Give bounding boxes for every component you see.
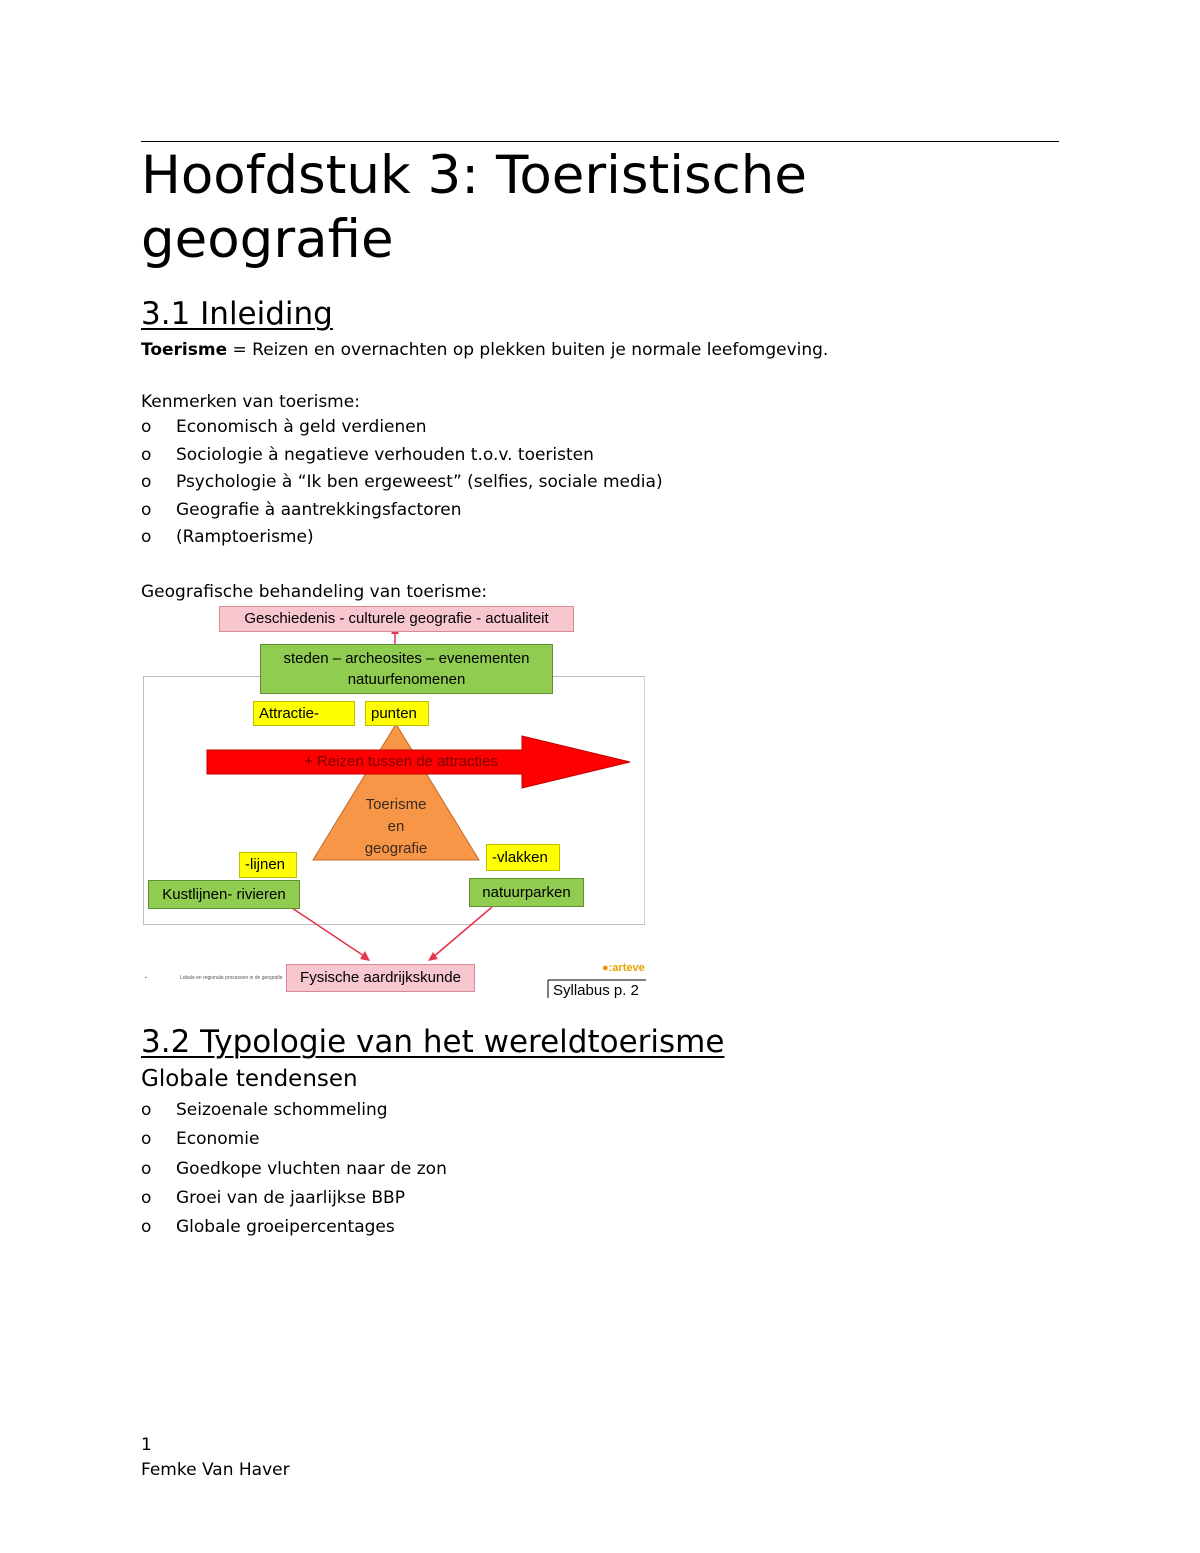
arteve-logo-mark: ●: (602, 962, 613, 974)
definition-toerisme (141, 339, 828, 361)
diagram-tiny-caption: Lokale en regionale processen in de geografie (180, 975, 283, 981)
characteristics-label: Kenmerken van toerisme: (141, 392, 360, 412)
triangle-line-1: Toerisme (365, 796, 427, 813)
tourism-geography-diagram (141, 604, 651, 998)
footer-author: Femke Van Haver (141, 1460, 290, 1480)
section-heading-typologie: 3.2 Typologie van het wereldtoerisme (141, 1024, 725, 1060)
header-rule (141, 141, 1059, 142)
page-number: 1 (141, 1435, 152, 1455)
connector-left-arrowhead (360, 951, 370, 961)
cities-archeosites-box (260, 644, 553, 694)
section-heading-inleiding: 3.1 Inleiding (141, 296, 333, 332)
syllabus-reference: Syllabus p. 2 (553, 982, 639, 998)
connector-left-line (292, 908, 367, 958)
history-culture-box: Geschiedenis - culturele geografie - actualiteit (219, 606, 574, 632)
bullet-marker: o (141, 1129, 152, 1150)
bullet-marker: o (141, 1100, 152, 1120)
document-title: Hoofdstuk 3: Toeristische geografie (141, 145, 807, 270)
definition-text: = Reizen en overnachten op plekken buiten je normale leefomgeving. (227, 340, 829, 360)
vlakken-label-box: -vlakken (486, 844, 560, 871)
bullet-marker: o (141, 1158, 152, 1179)
cities-line-1: steden – archeosites – evenementen (283, 650, 530, 667)
subheading-globale-tendensen: Globale tendensen (141, 1066, 358, 1092)
bullet-marker: o (141, 1217, 152, 1238)
diagram-dot-marker: ▪ (145, 975, 147, 981)
connector-right-line (432, 907, 492, 958)
bullet-marker: o (141, 444, 152, 465)
triangle-line-2: en (387, 818, 405, 835)
punten-label-box: punten (365, 701, 429, 726)
triangle-label (336, 794, 456, 860)
triangle-line-3: geografie (364, 840, 428, 857)
bullet-marker: o (141, 1187, 152, 1208)
physical-geography-box: Fysische aardrijkskunde (286, 964, 475, 992)
diagram-label: Geografische behandeling van toerisme: (141, 582, 488, 602)
arteve-logo: ●:arteve (602, 962, 645, 974)
coastlines-rivers-box: Kustlijnen- rivieren (148, 880, 300, 909)
bullet-marker: o (141, 472, 152, 492)
lijnen-label-box: -lijnen (239, 852, 297, 878)
bullet-marker: o (141, 527, 152, 547)
arrow-label: + Reizen tussen de attracties (304, 753, 498, 770)
cities-line-2: natuurfenomenen (347, 671, 466, 688)
attractie-label-box: Attractie- (253, 701, 355, 726)
definition-term: Toerisme (141, 340, 228, 360)
nature-parks-box: natuurparken (469, 878, 584, 907)
bullet-marker: o (141, 499, 152, 520)
bullet-marker: o (141, 417, 152, 437)
